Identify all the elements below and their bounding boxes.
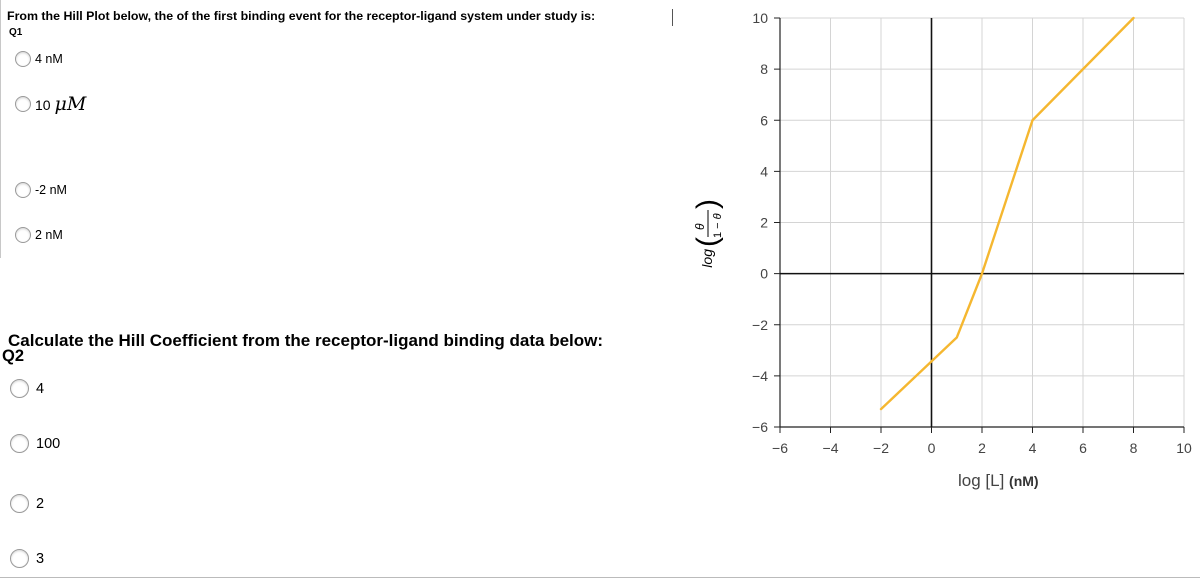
y-tick-label: 4	[760, 163, 768, 180]
q2-option-3-label: 2	[36, 495, 45, 512]
grid	[780, 18, 1184, 427]
series	[881, 18, 1134, 409]
y-tick-label: 6	[760, 112, 768, 129]
q2-option-2-label: 100	[36, 435, 61, 452]
x-tick-label: 10	[1176, 440, 1192, 456]
q1-question-text: From the Hill Plot below, the of the first binding event for the receptor-ligand system under study is:	[7, 9, 596, 23]
q1-option-4-label: 2 nM	[35, 228, 63, 242]
y-tick-label: −6	[752, 419, 768, 435]
q2-question-text: Calculate the Hill Coefficient from the receptor-ligand binding data below:	[8, 331, 604, 350]
x-tick-label: 8	[1129, 440, 1138, 456]
q1-label: Q1	[9, 27, 23, 38]
axes	[774, 18, 1184, 433]
svg-text:θ: θ	[693, 223, 707, 230]
series-line-1	[881, 18, 1134, 409]
x-tick-label: 2	[978, 440, 986, 456]
svg-text:1 − θ: 1 − θ	[712, 213, 724, 238]
svg-text:log: log	[699, 249, 715, 268]
x-tick-label: −2	[873, 440, 889, 456]
y-tick-label: −4	[752, 367, 768, 384]
y-tick-label: 0	[760, 265, 768, 282]
y-tick-label: 8	[760, 61, 768, 78]
x-tick-label: 4	[1028, 440, 1037, 456]
svg-text:(: (	[691, 237, 724, 247]
tick-labels	[752, 10, 1192, 456]
q2-label: Q2	[2, 347, 25, 365]
y-tick-label: 10	[752, 10, 768, 26]
x-tick-label: 6	[1079, 440, 1087, 456]
q1-option-2-label: 10 μM	[35, 93, 87, 115]
svg-text:): )	[691, 199, 724, 209]
x-tick-label: −4	[822, 440, 839, 456]
x-tick-label: −6	[772, 440, 788, 456]
q2-option-4-label: 3	[36, 550, 45, 567]
x-tick-label: 0	[927, 440, 936, 456]
q1-option-3-label: -2 nM	[35, 183, 67, 197]
x-axis-label: log [L] (nM)	[958, 471, 1039, 490]
y-tick-label: −2	[752, 316, 768, 333]
q1-option-1-label: 4 nM	[35, 52, 63, 66]
y-axis-label	[691, 199, 724, 268]
y-tick-label: 2	[760, 214, 768, 231]
q2-option-1-label: 4	[36, 380, 45, 397]
